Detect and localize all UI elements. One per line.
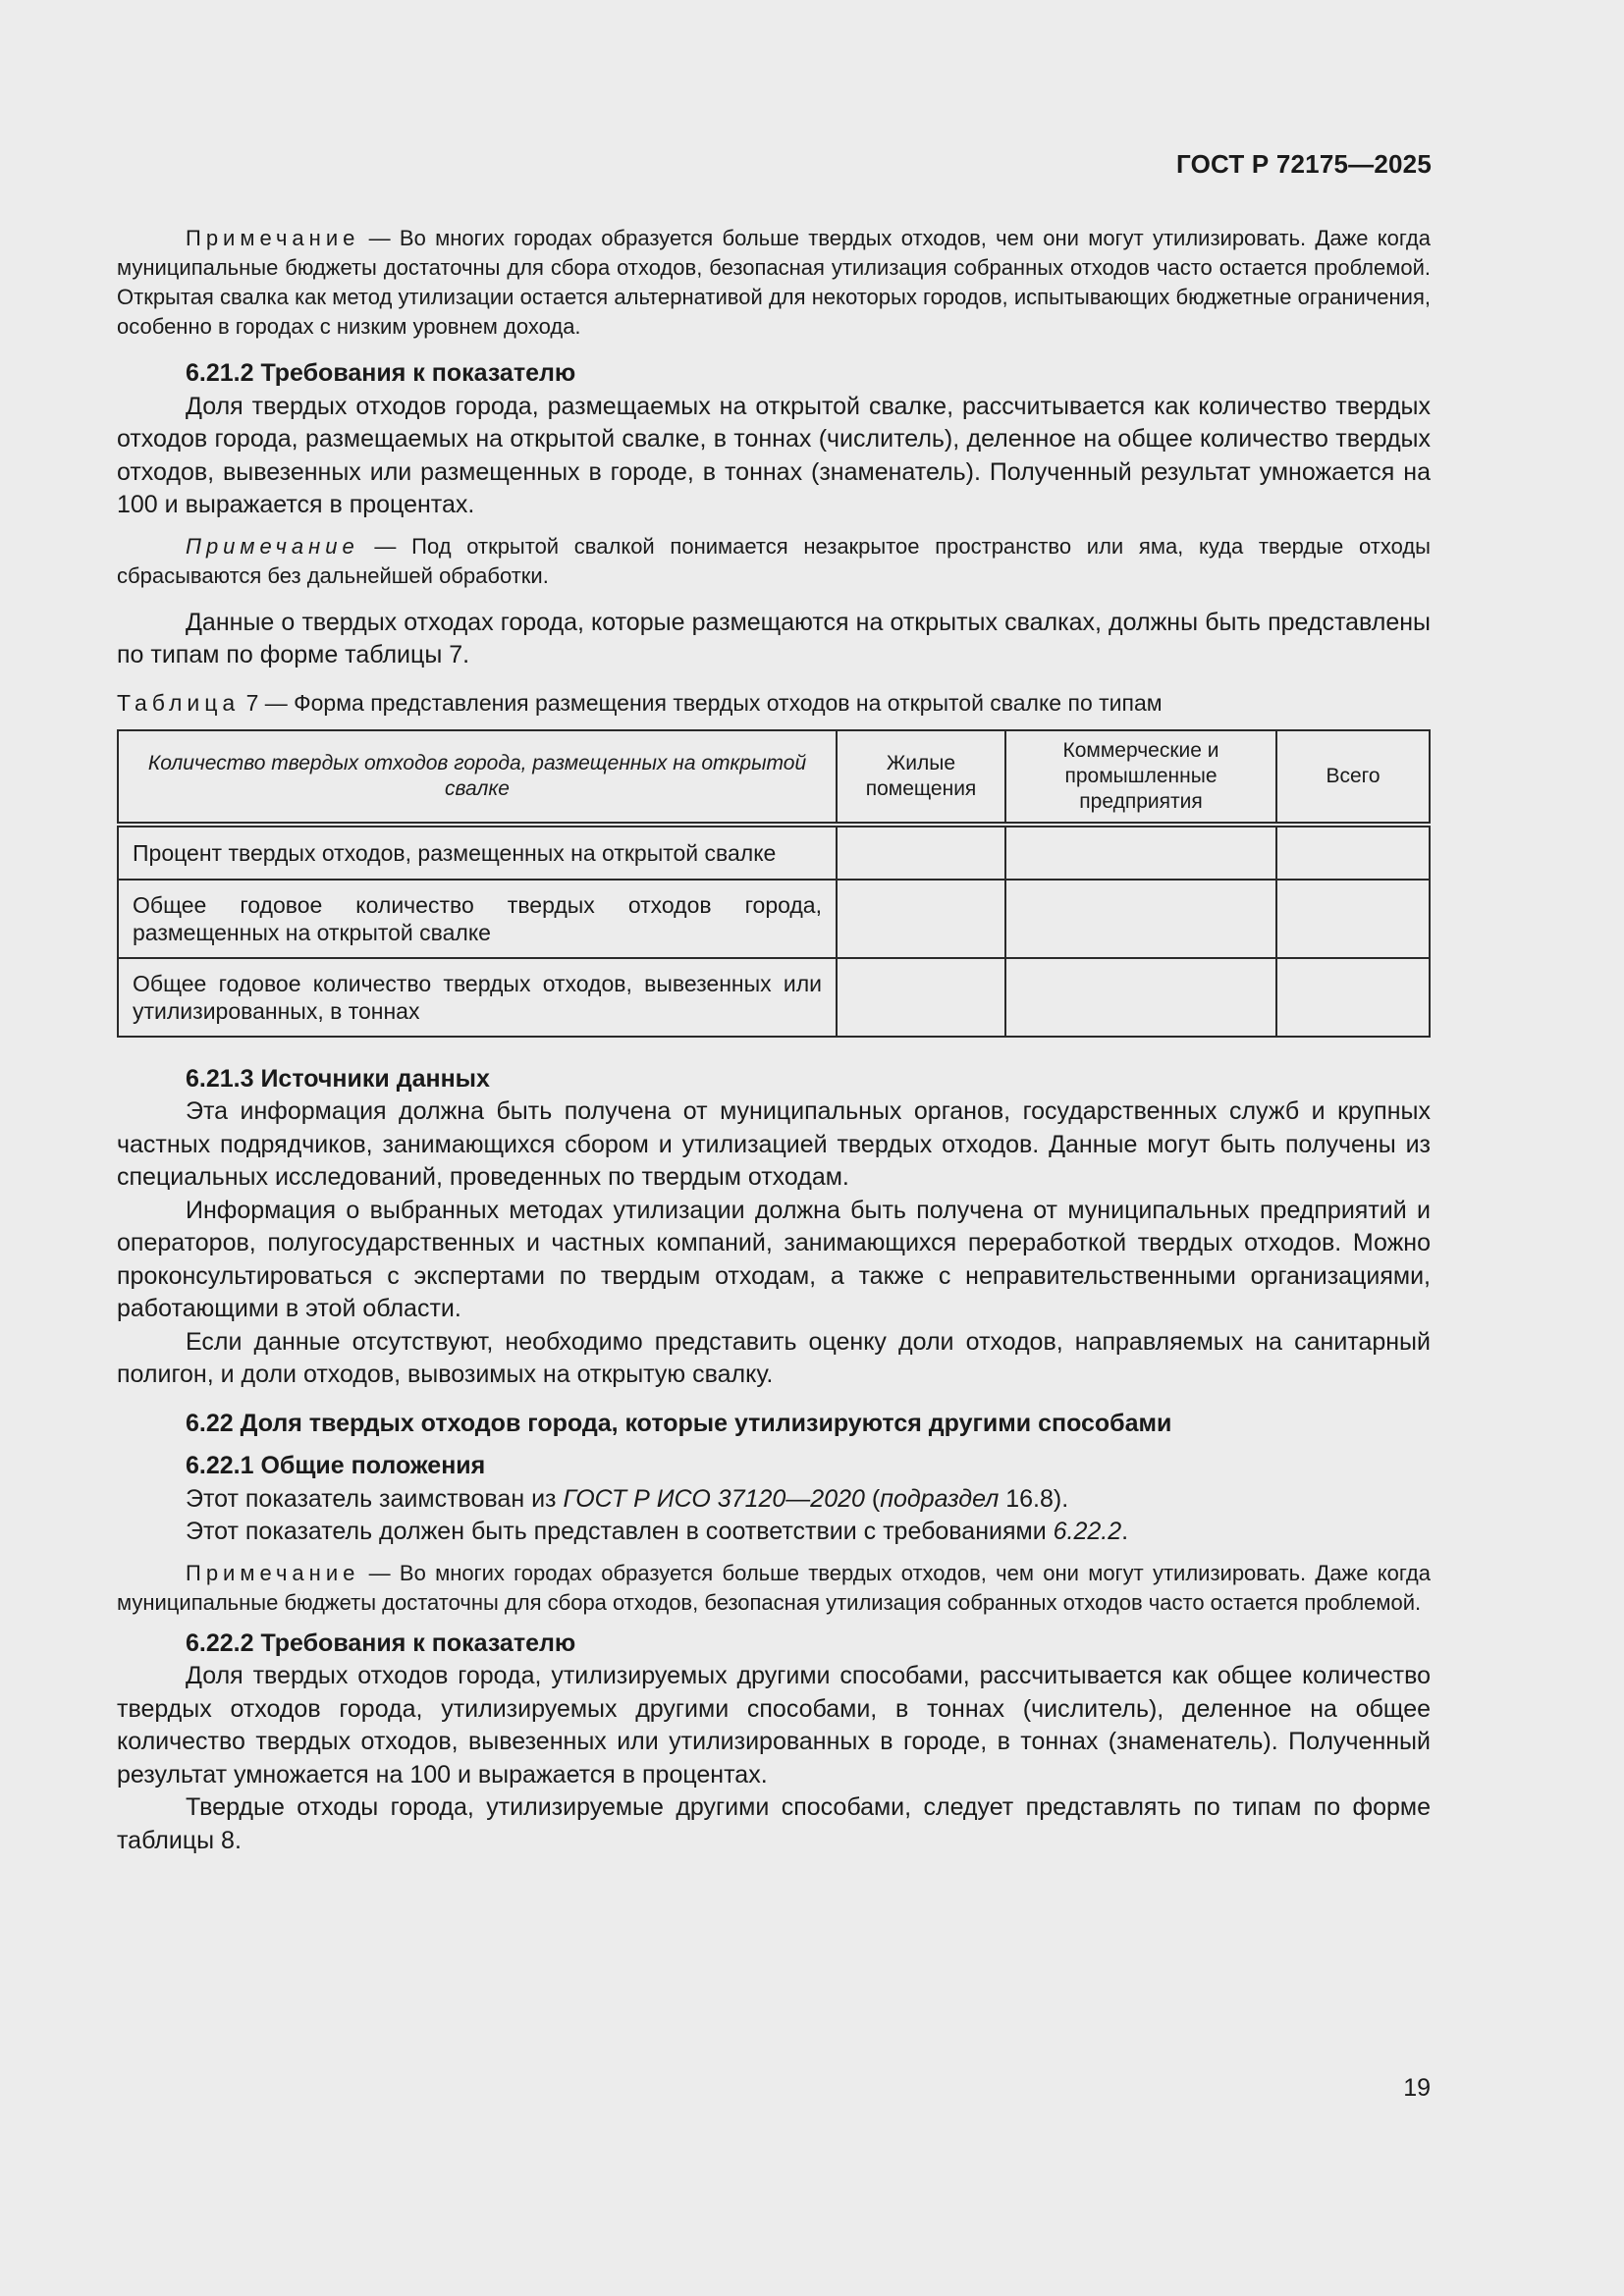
clause-reference: 6.22.2 <box>1053 1518 1122 1545</box>
table-header-cell: Коммерческие и промышленные предприятия <box>1005 730 1276 825</box>
page-content <box>117 224 1431 1857</box>
section-heading-6-21-3: 6.21.3 Источники данных <box>186 1064 490 1093</box>
table-cell <box>837 880 1005 958</box>
body-paragraph: Эта информация должна быть получена от муниципальных органов, государственных служб и крупных частных подрядчиков, занимающихся сбором и утилизацией твердых отходов. Данные могут быть получены из специальных исследований, проведенных по твердым отходам. <box>117 1097 1431 1191</box>
table-cell <box>1005 958 1276 1037</box>
table-cell: Общее годовое количество твердых отходов, вывезенных или утилизированных, в тоннах <box>118 958 837 1037</box>
body-paragraph: Если данные отсутствуют, необходимо представить оценку доли отходов, направляемых на санитарный полигон, и доли отходов, вывозимых на открытую свалку. <box>117 1327 1431 1388</box>
body-paragraph: Доля твердых отходов города, размещаемых на открытой свалке, рассчитывается как количество твердых отходов города, размещаемых на открытой свалке, в тоннах (числитель), деленное на общее количество твердых отходов, вывезенных или размещенных в городе, в тоннах (знаменатель). Полученный результат умножается на 100 и выражается в процентах. <box>117 392 1431 518</box>
body-paragraph: Твердые отходы города, утилизируемые другими способами, следует представлять по типам по форме таблицы 8. <box>117 1793 1431 1854</box>
table-7 <box>117 729 1431 1038</box>
note-text: — Во многих городах образуется больше твердых отходов, чем они могут утилизировать. Даже когда муниципальные бюджеты достаточны для сбора отходов, безопасная утилизация собранных отходов часто остается проблемой. <box>117 1560 1431 1615</box>
text-span: Этот показатель должен быть представлен в соответствии с требованиями <box>186 1518 1054 1545</box>
table-row <box>118 880 1430 958</box>
text-span: 16.8). <box>999 1484 1069 1513</box>
table-caption-label: Таблица <box>117 689 241 716</box>
section-heading-6-22-1: 6.22.1 Общие положения <box>186 1452 486 1479</box>
body-paragraph: Информация о выбранных методах утилизации должна быть получена от муниципальных предприятий и операторов, полугосударственных и частных компаний, занимающихся переработкой твердых отходов. Можно проконсультироваться с экспертами по твердым отходам, а также с неправительственными организациями, работающими в этой области. <box>117 1196 1431 1322</box>
text-span: Этот показатель заимствован из <box>186 1484 564 1513</box>
table-caption-text: 7 — Форма представления размещения твердых отходов на открытой свалке по типам <box>240 689 1163 716</box>
note-text: — Во многих городах образуется больше твердых отходов, чем они могут утилизировать. Даже когда муниципальные бюджеты достаточны для сбора отходов, безопасная утилизация собранных отходов часто остается проблемой. Открытая свалка как метод утилизации остается альтернативой для некоторых городов, испытывающих бюджетные ограничения, особенно в городах с низким уровнем дохода. <box>117 226 1431 339</box>
note-paragraph <box>117 532 1431 591</box>
table-cell <box>1276 880 1430 958</box>
note-label: Примечание <box>186 226 360 250</box>
table-row <box>118 958 1430 1037</box>
section-heading-6-22-2: 6.22.2 Требования к показателю <box>186 1629 576 1657</box>
note-label: Примечание <box>186 533 359 559</box>
body-paragraph <box>117 1483 1431 1517</box>
standard-reference: ГОСТ Р ИСО 37120—2020 <box>563 1484 865 1513</box>
table-row <box>118 825 1430 880</box>
note-paragraph <box>117 1559 1431 1618</box>
body-paragraph <box>117 1516 1431 1549</box>
table-cell <box>1276 958 1430 1037</box>
table-header-cell: Всего <box>1276 730 1430 825</box>
section-heading-6-21-2: 6.21.2 Требования к показателю <box>186 359 576 387</box>
text-span: ( <box>864 1484 881 1513</box>
note-text: — Под открытой свалкой понимается незакрытое пространство или яма, куда твердые отходы сбрасываются без дальнейшей обработки. <box>117 533 1431 588</box>
table-cell: Процент твердых отходов, размещенных на открытой свалке <box>118 825 837 880</box>
table-cell <box>1276 825 1430 880</box>
section-heading-6-22: 6.22 Доля твердых отходов города, которые утилизируются другими способами <box>186 1409 1172 1437</box>
standard-designation: ГОСТ Р 72175—2025 <box>1176 149 1432 179</box>
table-cell <box>837 958 1005 1037</box>
table-caption <box>117 688 1431 718</box>
page-number: 19 <box>1403 2074 1431 2102</box>
table-cell <box>1005 880 1276 958</box>
note-paragraph <box>117 224 1431 342</box>
body-paragraph: Данные о твердых отходах города, которые размещаются на открытых свалках, должны быть представлены по типам по форме таблицы 7. <box>117 608 1431 668</box>
text-span: . <box>1121 1518 1129 1545</box>
body-paragraph: Доля твердых отходов города, утилизируемых другими способами, рассчитывается как общее количество твердых отходов города, утилизируемых другими способами, в тоннах (числитель), деленное на общее количество твердых отходов, вывезенных или утилизированных в городе, в тоннах (знаменатель). Полученный результат умножается на 100 и выражается в процентах. <box>117 1662 1431 1789</box>
table-header-cell: Жилые помещения <box>837 730 1005 825</box>
subsection-word: подраздел <box>880 1484 1000 1513</box>
table-cell <box>837 825 1005 880</box>
table-header-cell: Количество твердых отходов города, размещенных на открытой свалке <box>118 730 837 825</box>
table-cell <box>1005 825 1276 880</box>
table-header-row <box>118 730 1430 825</box>
table-cell: Общее годовое количество твердых отходов города, размещенных на открытой свалке <box>118 880 837 958</box>
note-label: Примечание <box>186 1560 360 1585</box>
